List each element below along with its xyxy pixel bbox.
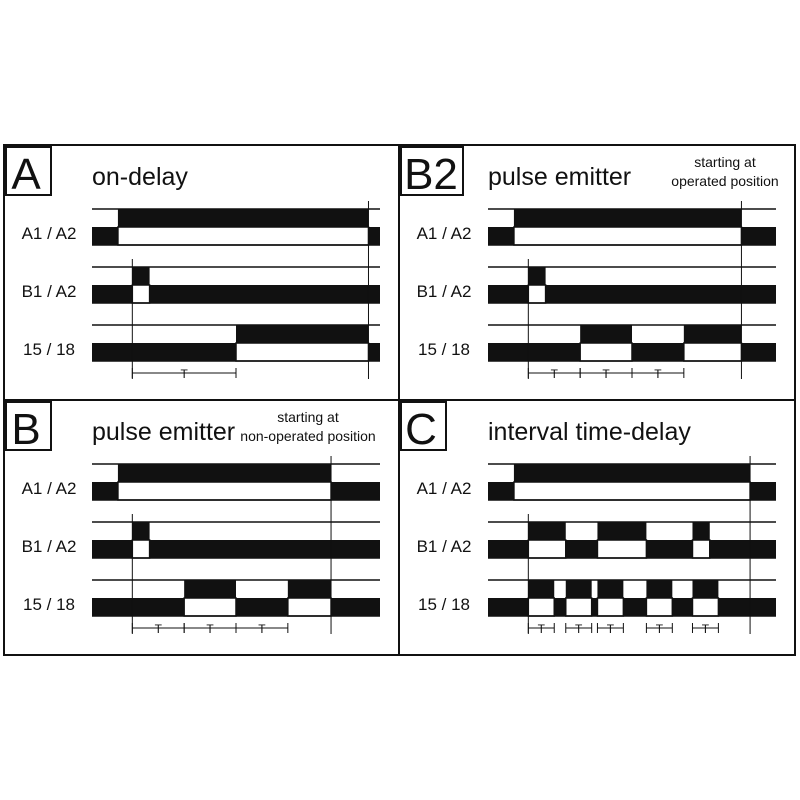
t-interval <box>132 622 184 636</box>
trace-a1-a2-high-0 <box>118 209 369 227</box>
trace-a1-a2 <box>488 464 776 500</box>
trace-15-18-high-gap-4 <box>692 598 718 616</box>
trace-a1-a2-high-0 <box>118 464 331 482</box>
panel-letter: B2 <box>404 150 458 199</box>
trace-a1-a2 <box>92 464 380 500</box>
trace-b1-a2-high-1 <box>597 522 646 540</box>
t-label: T <box>258 622 266 636</box>
trace-15-18-high-3 <box>646 580 672 598</box>
trace-15-18-high-gap-0 <box>236 343 368 361</box>
trace-15-18-low-0 <box>488 343 580 361</box>
signal-label: 15 / 18 <box>418 595 470 614</box>
trace-a1-a2-high-0 <box>514 464 750 482</box>
trace-b1-a2-high-gap-0 <box>528 285 545 303</box>
trace-b1-a2-high-gap-0 <box>132 285 149 303</box>
trace-a1-a2 <box>92 209 380 245</box>
trace-15-18-high-1 <box>288 580 331 598</box>
trace-15-18-low-1 <box>554 598 566 616</box>
t-label: T <box>701 622 710 636</box>
panel-note-line: operated position <box>671 173 779 189</box>
trace-15-18-high-2 <box>597 580 623 598</box>
trace-15-18-low-2 <box>331 598 380 616</box>
trace-15-18 <box>488 325 776 361</box>
panel-c <box>401 402 776 636</box>
trace-b1-a2-high-0 <box>528 522 565 540</box>
t-label: T <box>206 622 214 636</box>
trace-b1-a2 <box>92 267 380 303</box>
t-interval <box>580 367 632 381</box>
trace-a1-a2 <box>488 209 776 245</box>
panel-letter: A <box>11 150 41 199</box>
panel-note-line: starting at <box>694 154 756 170</box>
trace-15-18-high-1 <box>566 580 592 598</box>
trace-15-18-low-0 <box>488 598 528 616</box>
signal-label: B1 / A2 <box>416 537 472 556</box>
trace-15-18-low-4 <box>672 598 692 616</box>
trace-15-18-high-0 <box>184 580 236 598</box>
t-interval <box>528 622 554 636</box>
signal-label: A1 / A2 <box>21 224 77 243</box>
trace-15-18-low-0 <box>92 343 236 361</box>
t-label: T <box>655 622 664 636</box>
t-label: T <box>606 622 615 636</box>
trace-15-18-high-gap-0 <box>184 598 236 616</box>
trace-15-18-high-gap-2 <box>597 598 623 616</box>
panel-title: interval time-delay <box>488 418 691 446</box>
trace-a1-a2-high-gap-0 <box>118 227 369 245</box>
trace-a1-a2-low-1 <box>331 482 380 500</box>
panel-note-line: starting at <box>277 409 339 425</box>
panel-letter: B <box>11 405 41 454</box>
trace-a1-a2-high-gap-0 <box>118 482 331 500</box>
trace-15-18-high-0 <box>528 580 554 598</box>
t-label: T <box>654 367 662 381</box>
trace-15-18-high-gap-1 <box>288 598 331 616</box>
panel-title: pulse emitter <box>488 163 632 191</box>
trace-15-18-high-gap-1 <box>684 343 742 361</box>
trace-b1-a2-low-0 <box>92 285 132 303</box>
trace-a1-a2-low-0 <box>92 227 118 245</box>
trace-b1-a2-high-gap-1 <box>597 540 646 558</box>
trace-15-18 <box>488 580 776 616</box>
trace-15-18-low-1 <box>632 343 684 361</box>
trace-b1-a2 <box>488 522 776 558</box>
trace-b1-a2-high-gap-2 <box>692 540 709 558</box>
trace-15-18-low-2 <box>741 343 776 361</box>
t-interval <box>632 367 684 381</box>
t-interval <box>692 622 718 636</box>
trace-15-18-high-gap-0 <box>528 598 554 616</box>
trace-15-18-low-1 <box>236 598 288 616</box>
signal-label: 15 / 18 <box>418 340 470 359</box>
trace-b1-a2-low-1 <box>150 540 380 558</box>
trace-15-18-low-5 <box>718 598 776 616</box>
t-interval <box>184 622 236 636</box>
trace-b1-a2-low-0 <box>92 540 132 558</box>
trace-b1-a2-low-0 <box>488 540 528 558</box>
panel-title: pulse emitter <box>92 418 236 446</box>
panels-layer <box>6 147 779 636</box>
trace-a1-a2-high-0 <box>514 209 742 227</box>
signal-label: 15 / 18 <box>23 595 75 614</box>
trace-15-18-high-gap-1 <box>566 598 592 616</box>
t-label: T <box>602 367 610 381</box>
trace-a1-a2-low-1 <box>750 482 776 500</box>
trace-b1-a2-high-gap-0 <box>132 540 149 558</box>
trace-a1-a2-low-1 <box>741 227 776 245</box>
signal-label: B1 / A2 <box>21 537 77 556</box>
trace-b1-a2-high-0 <box>132 522 149 540</box>
t-label: T <box>180 367 188 381</box>
trace-15-18-high-gap-0 <box>580 343 632 361</box>
t-label: T <box>575 622 583 636</box>
trace-15-18-low-2 <box>592 598 598 616</box>
trace-15-18-low-3 <box>623 598 646 616</box>
panel-note-line: non-operated position <box>240 428 376 444</box>
t-interval <box>528 367 580 381</box>
trace-a1-a2-low-1 <box>368 227 380 245</box>
t-interval <box>646 622 672 636</box>
trace-15-18-high-1 <box>684 325 742 343</box>
trace-b1-a2-high-2 <box>692 522 709 540</box>
signal-label: B1 / A2 <box>416 282 472 301</box>
trace-15-18-high-4 <box>692 580 718 598</box>
panel-title: on-delay <box>92 163 188 191</box>
trace-a1-a2-low-0 <box>488 482 514 500</box>
trace-b1-a2-low-3 <box>710 540 776 558</box>
trace-15-18-high-0 <box>580 325 632 343</box>
signal-label: A1 / A2 <box>21 479 77 498</box>
trace-15-18 <box>92 580 380 616</box>
signal-label: A1 / A2 <box>416 224 472 243</box>
trace-15-18-low-0 <box>92 598 184 616</box>
trace-b1-a2-low-1 <box>150 285 380 303</box>
trace-b1-a2-high-0 <box>132 267 149 285</box>
trace-b1-a2-low-0 <box>488 285 528 303</box>
panel-a <box>6 147 380 381</box>
t-label: T <box>550 367 558 381</box>
signal-label: B1 / A2 <box>21 282 77 301</box>
trace-a1-a2-low-0 <box>488 227 514 245</box>
panel-letter: C <box>405 405 437 454</box>
trace-b1-a2-low-1 <box>566 540 598 558</box>
trace-15-18-low-1 <box>368 343 380 361</box>
trace-b1-a2-high-0 <box>528 267 545 285</box>
panel-b <box>6 402 380 636</box>
trace-b1-a2 <box>92 522 380 558</box>
trace-a1-a2-high-gap-0 <box>514 227 742 245</box>
t-interval <box>236 622 288 636</box>
trace-15-18-high-0 <box>236 325 368 343</box>
t-interval <box>597 622 623 636</box>
trace-b1-a2-low-2 <box>646 540 692 558</box>
trace-b1-a2-high-gap-0 <box>528 540 565 558</box>
panel-b2 <box>401 147 779 381</box>
trace-b1-a2 <box>488 267 776 303</box>
t-label: T <box>154 622 162 636</box>
trace-a1-a2-high-gap-0 <box>514 482 750 500</box>
t-label: T <box>537 622 545 636</box>
signal-label: 15 / 18 <box>23 340 75 359</box>
trace-15-18-high-gap-3 <box>646 598 672 616</box>
t-interval <box>566 622 592 636</box>
signal-label: A1 / A2 <box>416 479 472 498</box>
trace-15-18 <box>92 325 380 361</box>
trace-a1-a2-low-0 <box>92 482 118 500</box>
t-interval <box>132 367 236 381</box>
